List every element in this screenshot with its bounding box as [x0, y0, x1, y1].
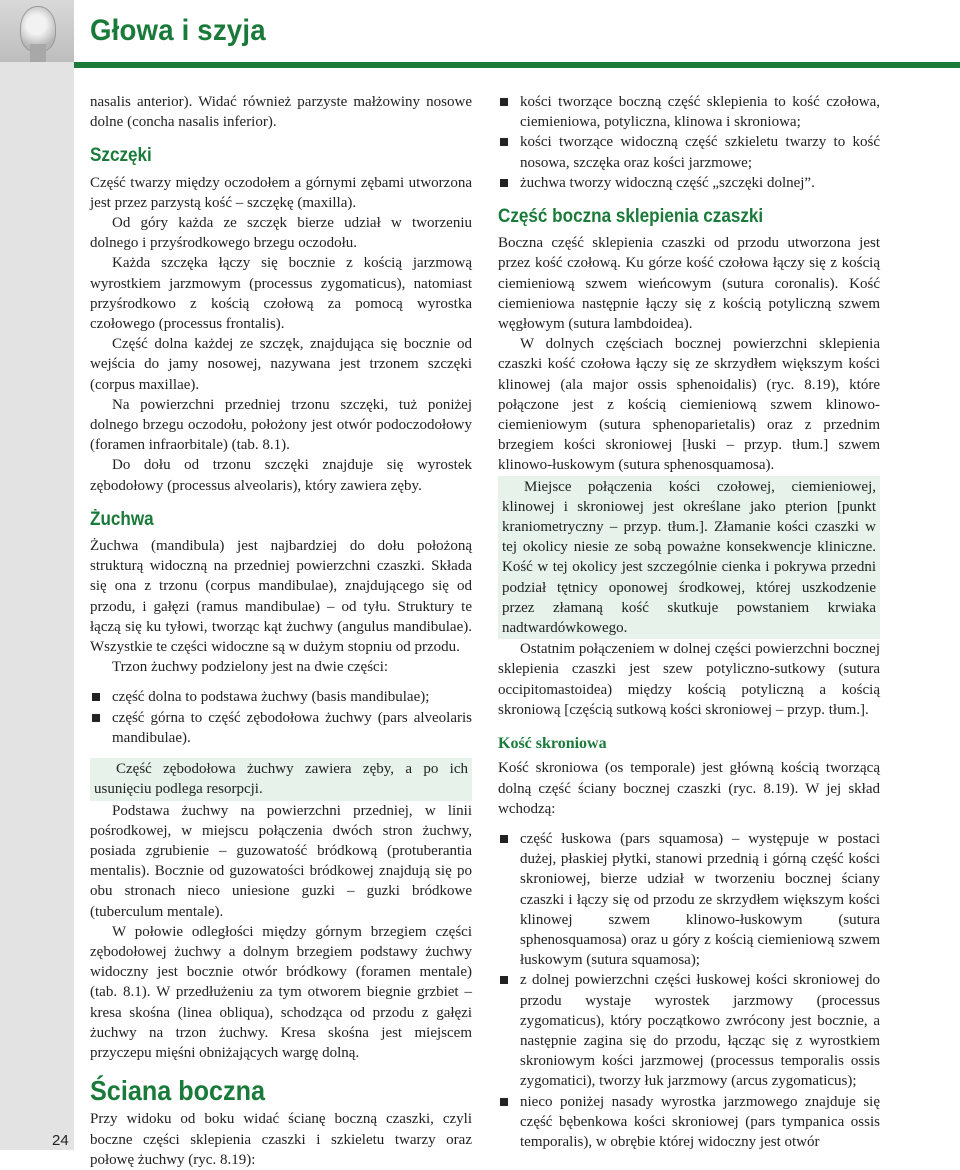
anatomy-thumbnail: [0, 0, 74, 62]
paragraph: Do dołu od trzonu szczęki znajduje się wyrostek zębodołowy (processus alveolaris), który zawiera zęby.: [90, 457, 472, 494]
list: [498, 829, 880, 1152]
chapter-title: Głowa i szyja: [90, 14, 266, 47]
header-rule: [74, 62, 960, 68]
paragraph: W dolnych częściach bocznej powierzchni sklepienia czaszki kość czołowa łączy się ze skrzydłem większym kości klinowej (ala major ossis sphenoidalis) (ryc. 8.19), które połączone jest z kością ciemieniową szwem klinowo-ciemieniowym (sutura sphenoparietalis) oraz z przednim brzegiem kości skroniowej [łuski – przyp. tłum.] szwem klinowo-łuskowym (sutura sphenosquamosa).: [498, 336, 880, 474]
paragraph: Ostatnim połączeniem w dolnej części powierzchni bocznej sklepienia czaszki jest szew potyliczno-sutkowy (sutura occipitomastoidea) między kością potyliczną a kością skroniową [częścią sutkową kości skroniowej – przyp. tłum.].: [498, 641, 880, 718]
paragraph: Od góry każda ze szczęk bierze udział w tworzeniu dolnego i przyśrodkowego brzegu oczodołu.: [90, 215, 472, 252]
paragraph: Każda szczęka łączy się bocznie z kością jarzmową wyrostkiem jarzmowym (processus zygomaticus), natomiast przyśrodkowo z kością czołową za pomocą wyrostka czołowego (processus frontalis).: [90, 255, 472, 333]
neck-icon: [30, 44, 46, 62]
side-strip: [0, 62, 74, 1150]
paragraph: Podstawa żuchwy na powierzchni przedniej, w linii pośrodkowej, w miejscu połączenia dwóch stron żuchwy, posiada zgrubienie – guzowatość bródkową (protuberantia mentalis). Bocznie od guzowatości bródkowej znajdują się po obu stronach nieco uniesione guzki – guzki bródkowe (tuberculum mentale).: [90, 802, 472, 920]
right-column: [498, 92, 880, 1152]
highlight-note: Część zębodołowa żuchwy zawiera zęby, a po ich usunięciu podlega resorpcji.: [90, 758, 472, 800]
paragraph: Boczna część sklepienia czaszki od przodu utworzona jest przez kość czołową. Ku górze kość czołowa łączy się z kością ciemieniową szwem wieńcowym (sutura coronalis). Kość ciemieniowa następnie łączy się z kością potyliczną szwem węgłowym (sutura lambdoidea).: [498, 235, 880, 333]
paragraph: Żuchwa (mandibula) jest najbardziej do dołu położoną strukturą widoczną na przedniej powierzchni czaszki. Składa się ona z trzonu (corpus mandibulae), znajdującego się od przodu, i gałęzi (ramus mandibulae) – od tyłu. Struktury te łączą się ku tyłowi, tworząc kąt żuchwy (angulus mandibulae). Wszystkie te części widoczne są w dużym stopniu od przodu.: [90, 538, 472, 656]
paragraph: W połowie odległości między górnym brzegiem części zębodołowej żuchwy a dolnym brzegiem podstawy żuchwy widoczny jest bocznie otwór bródkowy (foramen mentale) (tab. 8.1). W przedłużeniu za tym otworem biegnie grzbiet – kresa skośna (linea obliqua), schodząca od przodu z gałęzi żuchwy na trzon żuchwy. Kresa skośna jest miejscem przyczepu mięśni obniżających wargę dolną.: [90, 923, 472, 1061]
list: [90, 687, 472, 748]
paragraph: Trzon żuchwy podzielony jest na dwie części:: [112, 659, 389, 676]
list-item: żuchwa tworzy widoczną część „szczęki dolnej”.: [498, 173, 880, 193]
list-item: część dolna to podstawa żuchwy (basis mandibulae);: [90, 687, 472, 707]
list-item: kości tworzące widoczną część szkieletu twarzy to kość nosowa, szczęka oraz kości jarzmowe;: [498, 132, 880, 172]
paragraph: Część twarzy między oczodołem a górnymi zębami utworzona jest przez parzystą kość – szczękę (maxilla).: [90, 174, 472, 211]
heading-kosc-skroniowa: Kość skroniowa: [498, 735, 607, 753]
paragraph: Na powierzchni przedniej trzonu szczęki, tuż poniżej dolnego brzegu oczodołu, położony jest otwór podoczodołowy (foramen infraorbitale) (tab. 8.1).: [90, 396, 472, 454]
list-item: część górna to część zębodołowa żuchwy (pars alveolaris mandibulae).: [90, 708, 472, 748]
highlight-note: Miejsce połączenia kości czołowej, ciemieniowej, klinowej i skroniowej jest określane jako pterion [punkt kraniometryczny – przyp. tłum.]. Złamanie kości czaszki w tej okolicy niesie ze sobą poważne konsekwencje kliniczne. Kość w tej okolicy jest szczególnie cienka i pokrywa przedni podział tętnicy oponowej środkowej, której uszkodzenie przez złamaną kość skutkuje powstaniem krwiaka nadtwardówkowego.: [498, 476, 880, 640]
page-number: 24: [52, 1132, 69, 1149]
list-item: część łuskowa (pars squamosa) – występuje w postaci dużej, płaskiej płytki, stanowi przednią i górną część kości skroniowej, bierze udział w tworzeniu bocznej ściany czaszki i łączy się od przodu ze skrzydłem większym kości klinowej szwem klinowo-łuskowym (sutura sphenosquamosa) oraz u góry z kością ciemieniową szwem łuskowym (sutura squamosa);: [498, 829, 880, 970]
heading-szczeki: Szczęki: [90, 145, 152, 167]
paragraph: Przy widoku od boku widać ścianę boczną czaszki, czyli boczne części sklepienia czaszki i szkieletu twarzy oraz połowę żuchwy (ryc. 8.19):: [90, 1111, 472, 1168]
heading-sciana-boczna: Ściana boczna: [90, 1075, 266, 1107]
list: [498, 92, 880, 193]
left-column: [90, 92, 472, 1170]
heading-zuchwa: Żuchwa: [90, 508, 154, 530]
paragraph: Część dolna każdej ze szczęk, znajdująca się bocznie od wejścia do jamy nosowej, nazywana jest trzonem szczęki (corpus maxillae).: [90, 336, 472, 393]
paragraph: Kość skroniowa (os temporale) jest główną kością tworzącą dolną część ściany bocznej czaszki (ryc. 8.19). W jej skład wchodzą:: [498, 760, 880, 817]
intro-paragraph: nasalis anterior). Widać również parzyste małżowiny nosowe dolne (concha nasalis inferior).: [90, 94, 472, 131]
list-item: z dolnej powierzchni części łuskowej kości skroniowej do przodu wystaje wyrostek jarzmowy (processus zygomaticus), który początkowo zwrócony jest bocznie, a następnie zagina się do przodu, łącząc się z wyrostkiem skroniowym kości jarzmowej (processus temporalis ossis zygomatici), tworzy łuk jarzmowy (arcus zygomaticus);: [498, 970, 880, 1091]
heading-sklepienie: Część boczna sklepienia czaszki: [498, 206, 764, 228]
list-item: nieco poniżej nasady wyrostka jarzmowego znajduje się część bębenkowa kości skroniowej (pars tympanica ossis temporalis), w obrębie której widoczny jest otwór: [498, 1092, 880, 1153]
list-item: kości tworzące boczną część sklepienia to kość czołowa, ciemieniowa, potyliczna, klinowa i skroniowa;: [498, 92, 880, 132]
